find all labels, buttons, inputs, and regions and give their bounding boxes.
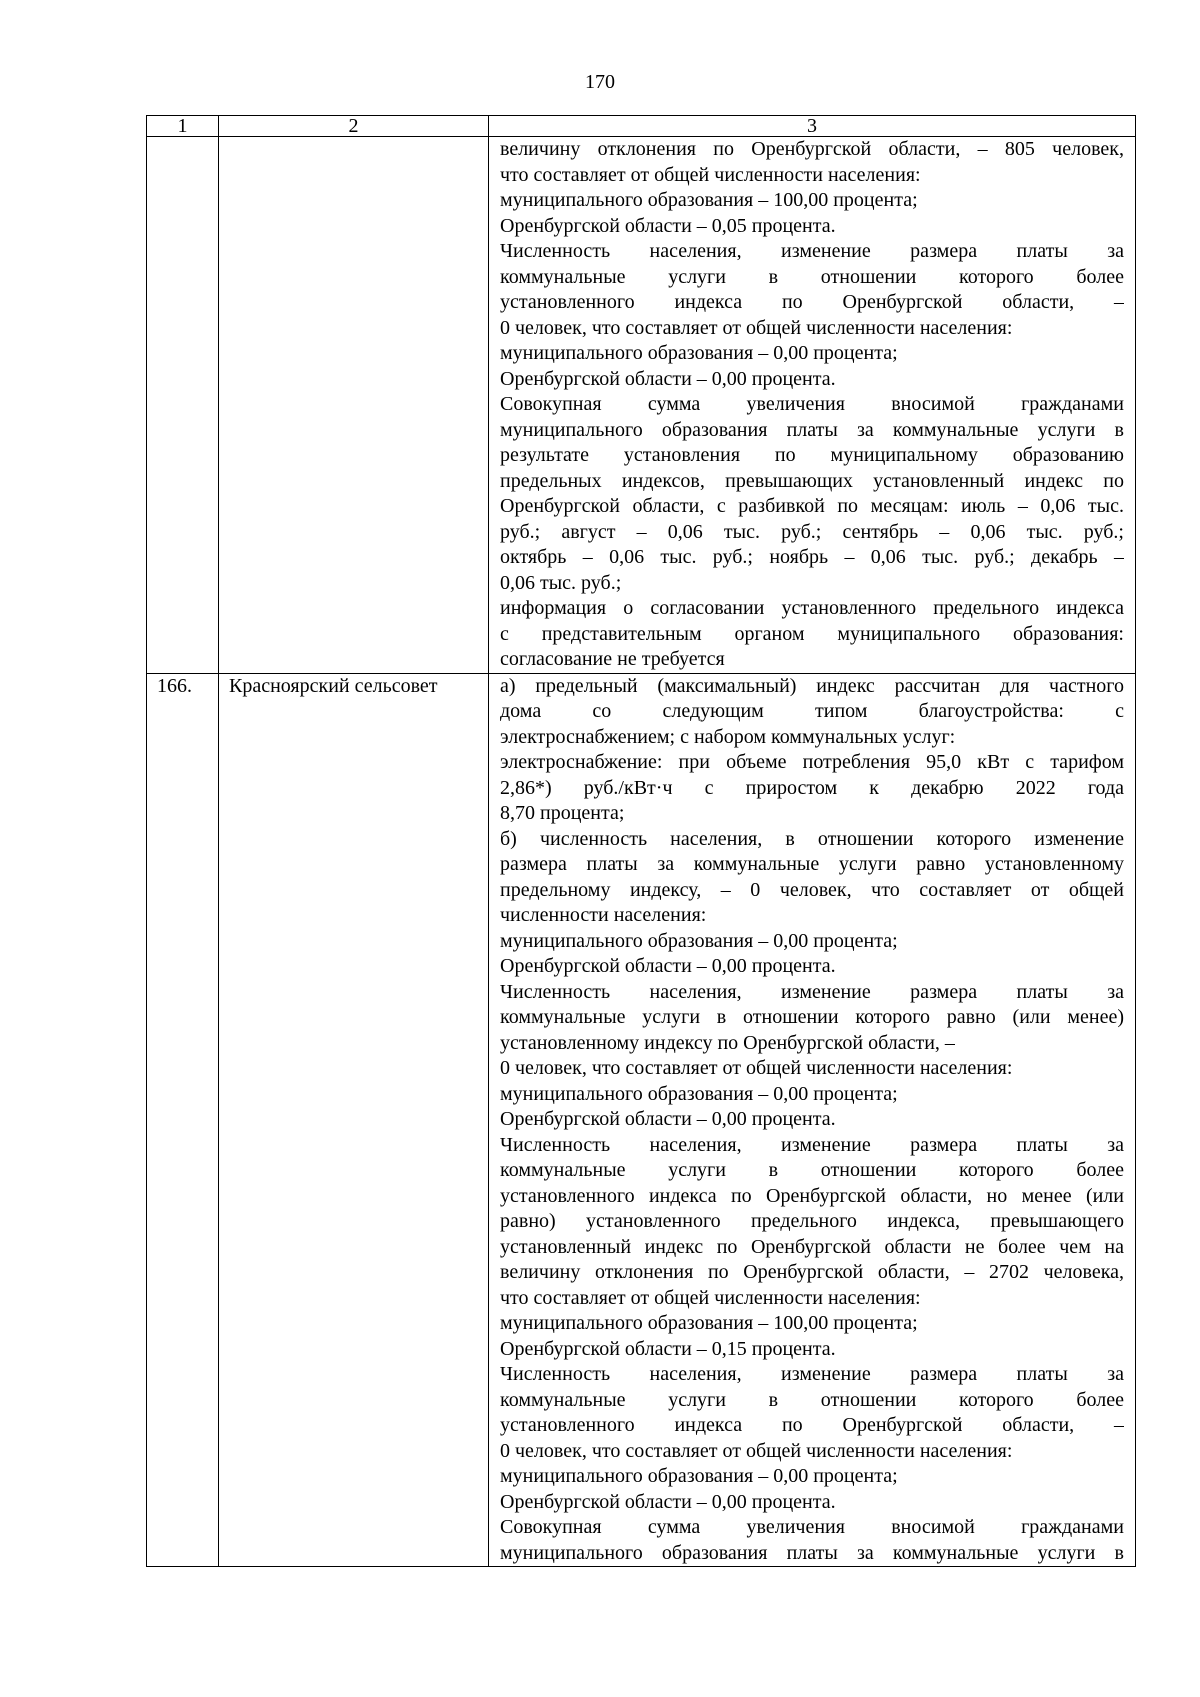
row-content xyxy=(489,137,1136,674)
text-line: установленному индексу по Оренбургской области, – xyxy=(500,1031,955,1054)
text-line: Численность населения, изменение размера платы за xyxy=(500,240,1124,262)
data-table xyxy=(146,115,1136,1567)
text-line: коммунальные услуги в отношении которого равно (или менее) xyxy=(500,1006,1124,1028)
text-line: муниципального образования – 0,00 процента; xyxy=(500,1465,898,1487)
text-line: установленного индекса по Оренбургской области, – xyxy=(500,291,1124,313)
text-line: 0 человек, что составляет от общей численности населения: xyxy=(500,1439,1013,1462)
text-line: информация о согласовании установленного предельного индекса xyxy=(500,597,1124,619)
text-line: величину отклонения по Оренбургской области, – 805 человек, xyxy=(500,138,1124,160)
text-line: коммунальные услуги в отношении которого более xyxy=(500,1159,1124,1181)
text-line: муниципального образования – 0,00 процента; xyxy=(500,929,898,952)
text-line: Оренбургской области – 0,00 процента. xyxy=(500,955,836,977)
text-line: Оренбургской области – 0,00 процента. xyxy=(500,1490,836,1513)
text-line: муниципального образования – 0,00 процента; xyxy=(500,342,898,364)
text-line: Совокупная сумма увеличения вносимой гражданами xyxy=(500,393,1124,415)
text-line: 2,86*) руб./кВт·ч с приростом к декабрю 2022 года xyxy=(500,776,1124,799)
row-number: 166. xyxy=(147,673,219,1567)
text-line: электроснабжение: при объеме потребления 95,0 кВт с тарифом xyxy=(500,751,1124,773)
text-line: Оренбургской области – 0,00 процента. xyxy=(500,1108,836,1130)
text-line: результате установления по муниципальному образованию xyxy=(500,444,1124,466)
text-line: электроснабжением; с набором коммунальных услуг: xyxy=(500,725,956,748)
text-line: 0 человек, что составляет от общей численности населения: xyxy=(500,1057,1013,1079)
text-line: что составляет от общей численности населения: xyxy=(500,163,921,186)
text-line: установленного индекса по Оренбургской области, но менее (или xyxy=(500,1184,1124,1207)
text-line: размера платы за коммунальные услуги равно установленному xyxy=(500,853,1124,875)
row-number xyxy=(147,137,219,674)
table-row xyxy=(147,673,1136,1567)
text-line: установленный индекс по Оренбургской области не более чем на xyxy=(500,1235,1124,1258)
text-line: б) численность населения, в отношении которого изменение xyxy=(500,827,1124,850)
text-line: муниципального образования – 0,00 процента; xyxy=(500,1082,898,1105)
text-line: Оренбургской области – 0,00 процента. xyxy=(500,367,836,390)
text-line: величину отклонения по Оренбургской области, – 2702 человека, xyxy=(500,1261,1124,1283)
text-line: равно) установленного предельного индекса, превышающего xyxy=(500,1210,1124,1232)
text-line: согласование не требуется xyxy=(500,648,725,670)
text-line: Оренбургской области – 0,05 процента. xyxy=(500,214,836,237)
text-line: муниципального образования платы за коммунальные услуги в xyxy=(500,418,1124,441)
text-line: муниципального образования – 100,00 процента; xyxy=(500,1312,918,1334)
text-line: коммунальные услуги в отношении которого более xyxy=(500,265,1124,288)
row-name: Красноярский сельсовет xyxy=(219,673,489,1567)
text-line: коммунальные услуги в отношении которого более xyxy=(500,1388,1124,1411)
text-line: предельных индексов, превышающих установленный индекс по xyxy=(500,469,1124,492)
text-line: установленного индекса по Оренбургской области, – xyxy=(500,1414,1124,1436)
text-line: предельному индексу, – 0 человек, что составляет от общей xyxy=(500,878,1124,901)
column-header-3: 3 xyxy=(489,116,1136,137)
text-line: а) предельный (максимальный) индекс рассчитан для частного xyxy=(500,674,1124,697)
text-line: что составляет от общей численности населения: xyxy=(500,1286,921,1309)
text-line: муниципального образования – 100,00 процента; xyxy=(500,189,918,211)
column-header-1: 1 xyxy=(147,116,219,137)
text-line: 8,70 процента; xyxy=(500,802,625,824)
column-header-2: 2 xyxy=(219,116,489,137)
table-header-row xyxy=(147,116,1136,137)
text-line: Совокупная сумма увеличения вносимой гражданами xyxy=(500,1516,1124,1538)
page-number: 170 xyxy=(585,71,615,93)
table-row xyxy=(147,137,1136,674)
text-line: руб.; август – 0,06 тыс. руб.; сентябрь – 0,06 тыс. руб.; xyxy=(500,520,1124,543)
text-line: Численность населения, изменение размера платы за xyxy=(500,1133,1124,1156)
text-line: 0 человек, что составляет от общей численности населения: xyxy=(500,316,1013,339)
text-line: дома со следующим типом благоустройства: с xyxy=(500,700,1124,722)
text-line: Оренбургской области, с разбивкой по месяцам: июль – 0,06 тыс. xyxy=(500,495,1124,517)
text-line: муниципального образования платы за коммунальные услуги в xyxy=(500,1541,1124,1564)
text-line: Оренбургской области – 0,15 процента. xyxy=(500,1337,836,1360)
text-line: 0,06 тыс. руб.; xyxy=(500,571,622,594)
text-line: октябрь – 0,06 тыс. руб.; ноябрь – 0,06 тыс. руб.; декабрь – xyxy=(500,546,1124,568)
row-content xyxy=(489,673,1136,1567)
text-line: Численность населения, изменение размера платы за xyxy=(500,980,1124,1003)
row-name xyxy=(219,137,489,674)
text-line: Численность населения, изменение размера платы за xyxy=(500,1363,1124,1385)
text-line: численности населения: xyxy=(500,904,707,926)
text-line: с представительным органом муниципального образования: xyxy=(500,622,1124,645)
